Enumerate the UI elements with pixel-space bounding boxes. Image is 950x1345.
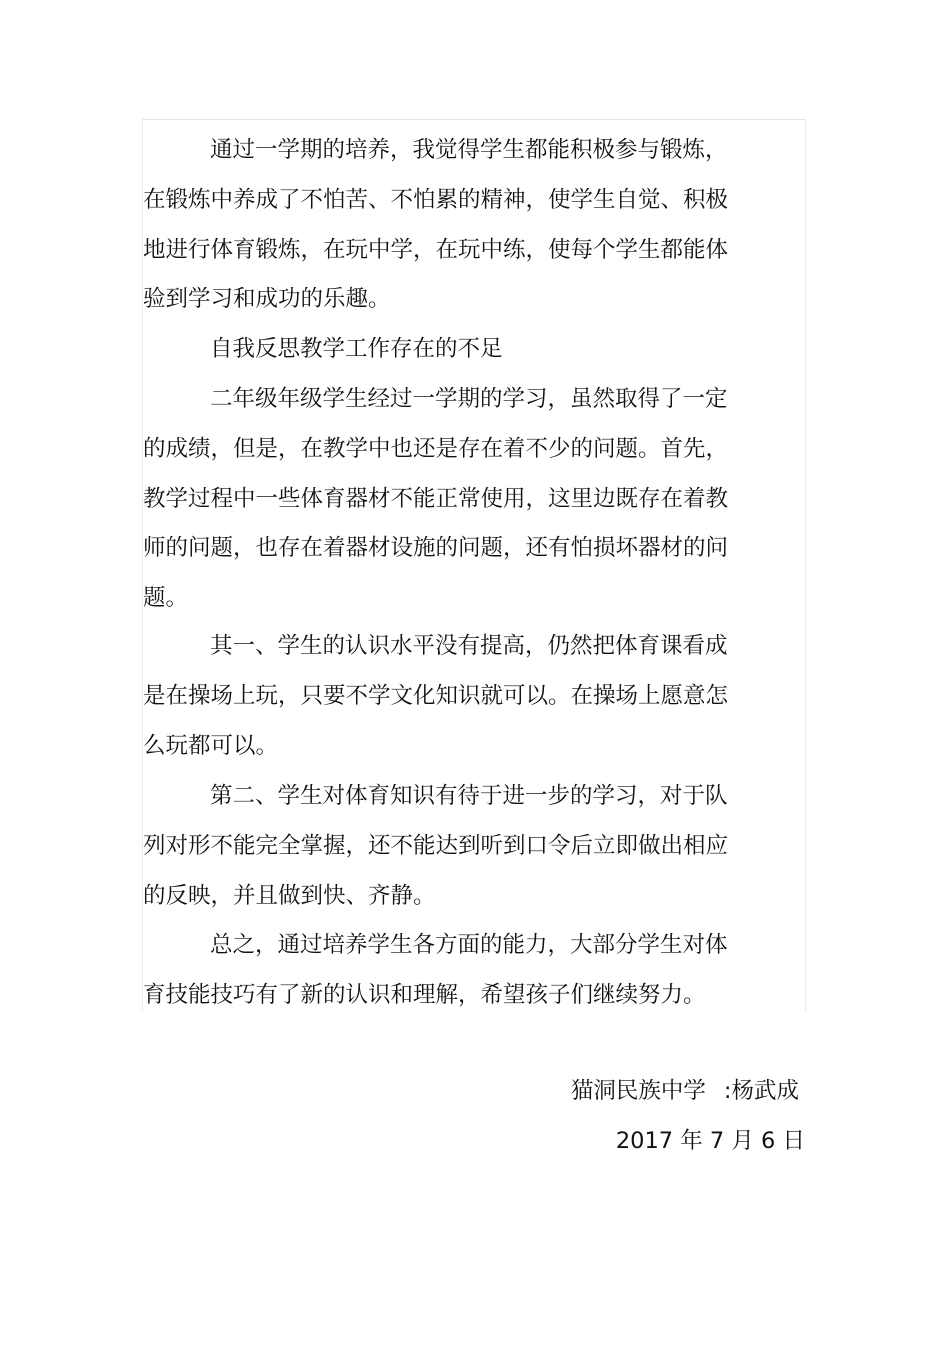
signature-line xyxy=(571,1076,799,1106)
signature-name: :杨武成 xyxy=(723,1078,799,1104)
paragraph-problem-two: 第二、学生对体育知识有待于进一步的学习，对于队列对形不能完全掌握，还不能达到听到口令后立即做出相应的反映，并且做到快、齐静。 xyxy=(143,783,729,909)
signature-school: 猫洞民族中学 xyxy=(570,1078,706,1104)
paragraph-training-summary: 通过一学期的培养，我觉得学生都能积极参与锻炼，在锻炼中养成了不怕苦、不怕累的精神，使学生自觉、积极地进行体育锻炼，在玩中学，在玩中练，使每个学生都能体验到学习和成功的乐趣。 xyxy=(143,137,729,313)
signature-date: 2017 年 7 月 6 日 xyxy=(615,1128,805,1154)
paragraph-problems-intro: 二年级年级学生经过一学期的学习，虽然取得了一定的成绩，但是，在教学中也还是存在着不少的问题。首先，教学过程中一些体育器材不能正常使用，这里边既存在着教师的问题，也存在着器材设施的问题，还有怕损坏器材的问题。 xyxy=(143,386,729,612)
paragraph-problem-one: 其一、学生的认识水平没有提高，仍然把体育课看成是在操场上玩，只要不学文化知识就可以。在操场上愿意怎么玩都可以。 xyxy=(143,633,729,759)
paragraph-conclusion: 总之，通过培养学生各方面的能力，大部分学生对体育技能技巧有了新的认识和理解，希望孩子们继续努力。 xyxy=(143,932,728,1008)
paragraph-reflection-heading: 自我反思教学工作存在的不足 xyxy=(210,336,503,362)
document-body xyxy=(142,119,806,1012)
